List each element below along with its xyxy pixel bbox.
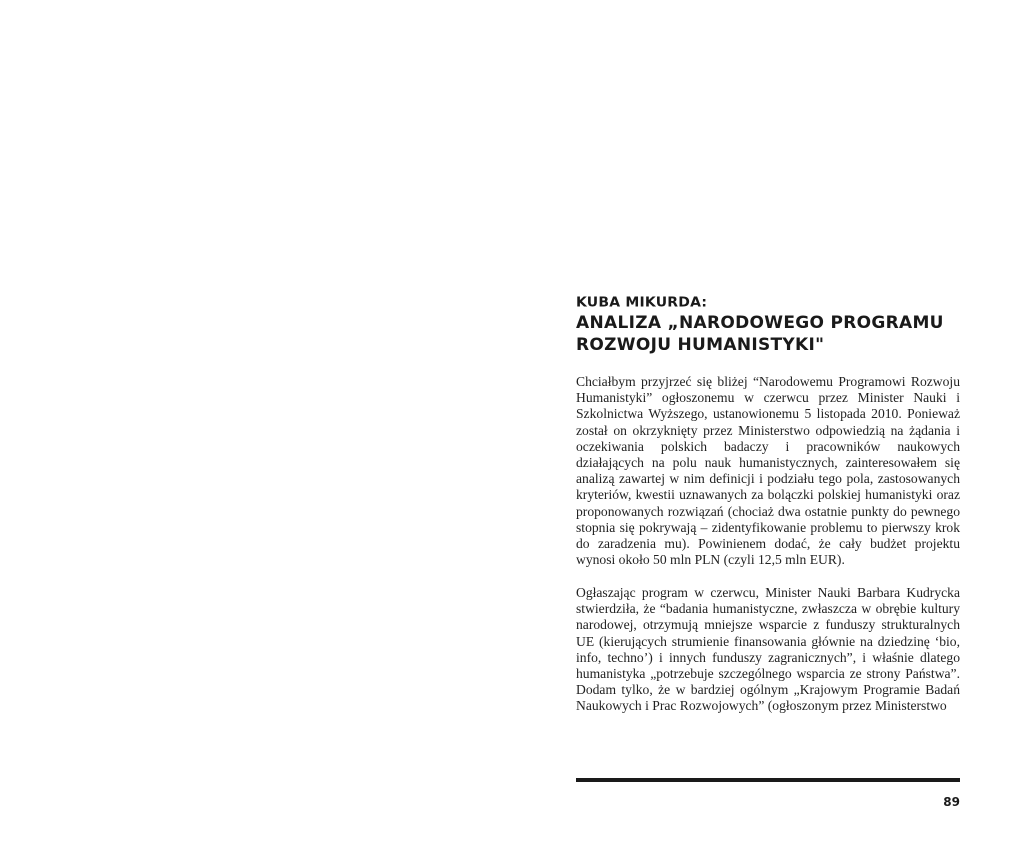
article-title-line-1: ANALIZA „NARODOWEGO PROGRAMU (576, 313, 944, 333)
page-number: 89 (943, 795, 960, 809)
footer-rule (576, 778, 960, 782)
article-title (576, 312, 960, 356)
body-paragraph-2: Ogłaszając program w czerwcu, Minister Nauki Barbara Kudrycka stwierdziła, że “badania humanistyczne, zwłaszcza w obrębie kultury narodowej, otrzymują mniejsze wsparcie z funduszy strukturalnych UE (kierujących strumienie finansowania głównie na dziedzinę ‘bio, info, techno’) i innych funduszy zagranicznych”, i właśnie dlatego humanistyka „potrzebuje szczególnego wsparcia ze strony Państwa”. Dodam tylko, że w bardziej ogólnym „Krajowym Programie Badań Naukowych i Prac Rozwojowych” (ogłoszonym przez Ministerstwo (576, 584, 960, 714)
body-paragraph-1: Chciałbym przyjrzeć się bliżej “Narodowemu Programowi Rozwoju Humanistyki” ogłoszonemu w czerwcu przez Minister Nauki i Szkolnictwa Wyższego, ustanowionemu 5 listopada 2010. Ponieważ został on okrzyknięty przez Ministerstwo odpowiedzią na żądania i oczekiwania polskich badaczy i pracowników naukowych działających na polu nauk humanistycznych, zainteresowałem się analizą zawartej w nim definicji i podziału tego pola, zastosowanych kryteriów, kwestii uznawanych za bolączki polskiej humanistyki oraz proponowanych rozwiązań (chociaż dwa ostatnie punkty do pewnego stopnia się pokrywają – zidentyfikowanie problemu to pierwszy krok do zaradzenia mu). Powinienem dodać, że cały budżet projektu wynosi około 50 mln PLN (czyli 12,5 mln EUR). (576, 374, 960, 568)
article-title-line-2: ROZWOJU HUMANISTYKI" (576, 335, 825, 355)
article-column (576, 294, 960, 731)
article-author: KUBA MIKURDA: (576, 294, 708, 311)
